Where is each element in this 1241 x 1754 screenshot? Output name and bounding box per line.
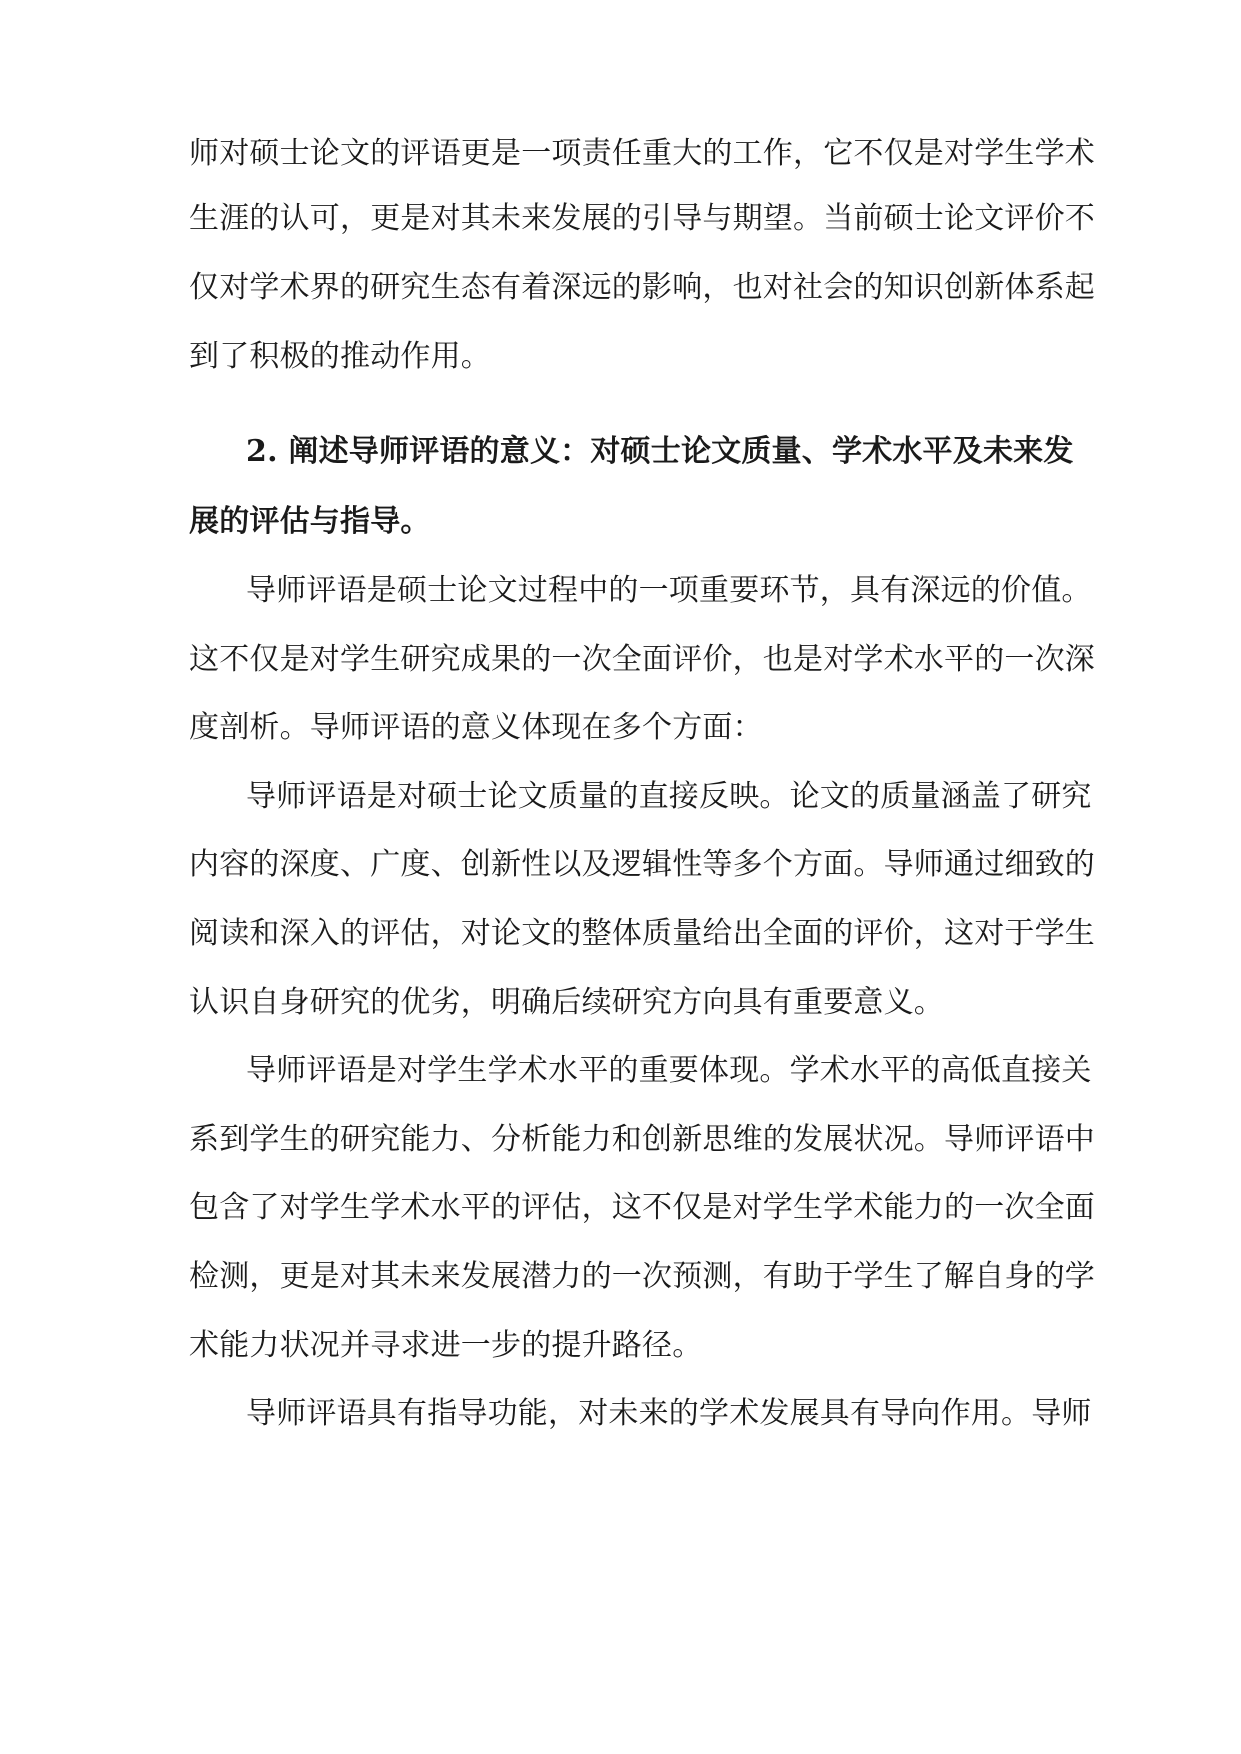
paragraph-3-line-1: 导师评语是对硕士论文质量的直接反映。论文的质量涵盖了研究 xyxy=(246,779,1092,814)
paragraph-2-line-2: 这不仅是对学生研究成果的一次全面评价，也是对学术水平的一次深 xyxy=(189,642,1095,677)
paragraph-4-line-5: 术能力状况并寻求进一步的提升路径。 xyxy=(189,1328,703,1363)
section-heading-line-2: 展的评估与指导。 xyxy=(189,504,431,539)
paragraph-1-line-4: 到了积极的推动作用。 xyxy=(189,339,491,374)
paragraph-2-line-1: 导师评语是硕士论文过程中的一项重要环节，具有深远的价值。 xyxy=(246,573,1092,608)
paragraph-1-line-3: 仅对学术界的研究生态有着深远的影响，也对社会的知识创新体系起 xyxy=(189,270,1095,305)
paragraph-3-line-3: 阅读和深入的评估，对论文的整体质量给出全面的评价，这对于学生 xyxy=(189,916,1095,951)
paragraph-4-line-2: 系到学生的研究能力、分析能力和创新思维的发展状况。导师评语中 xyxy=(189,1122,1095,1157)
paragraph-1-line-1: 师对硕士论文的评语更是一项责任重大的工作，它不仅是对学生学术 xyxy=(189,136,1095,171)
paragraph-2-line-3: 度剖析。导师评语的意义体现在多个方面： xyxy=(189,710,763,745)
paragraph-4-line-3: 包含了对学生学术水平的评估，这不仅是对学生学术能力的一次全面 xyxy=(189,1190,1095,1225)
paragraph-4-line-4: 检测，更是对其未来发展潜力的一次预测，有助于学生了解自身的学 xyxy=(189,1259,1095,1294)
paragraph-3-line-2: 内容的深度、广度、创新性以及逻辑性等多个方面。导师通过细致的 xyxy=(189,847,1095,882)
paragraph-5-line-1: 导师评语具有指导功能，对未来的学术发展具有导向作用。导师 xyxy=(246,1396,1092,1431)
paragraph-1-line-2: 生涯的认可，更是对其未来发展的引导与期望。当前硕士论文评价不 xyxy=(189,201,1095,236)
paragraph-4-line-1: 导师评语是对学生学术水平的重要体现。学术水平的高低直接关 xyxy=(246,1053,1092,1088)
section-heading-line-1: 2. 阐述导师评语的意义：对硕士论文质量、学术水平及未来发 xyxy=(246,434,1074,469)
paragraph-3-line-4: 认识自身研究的优劣，明确后续研究方向具有重要意义。 xyxy=(189,985,944,1020)
